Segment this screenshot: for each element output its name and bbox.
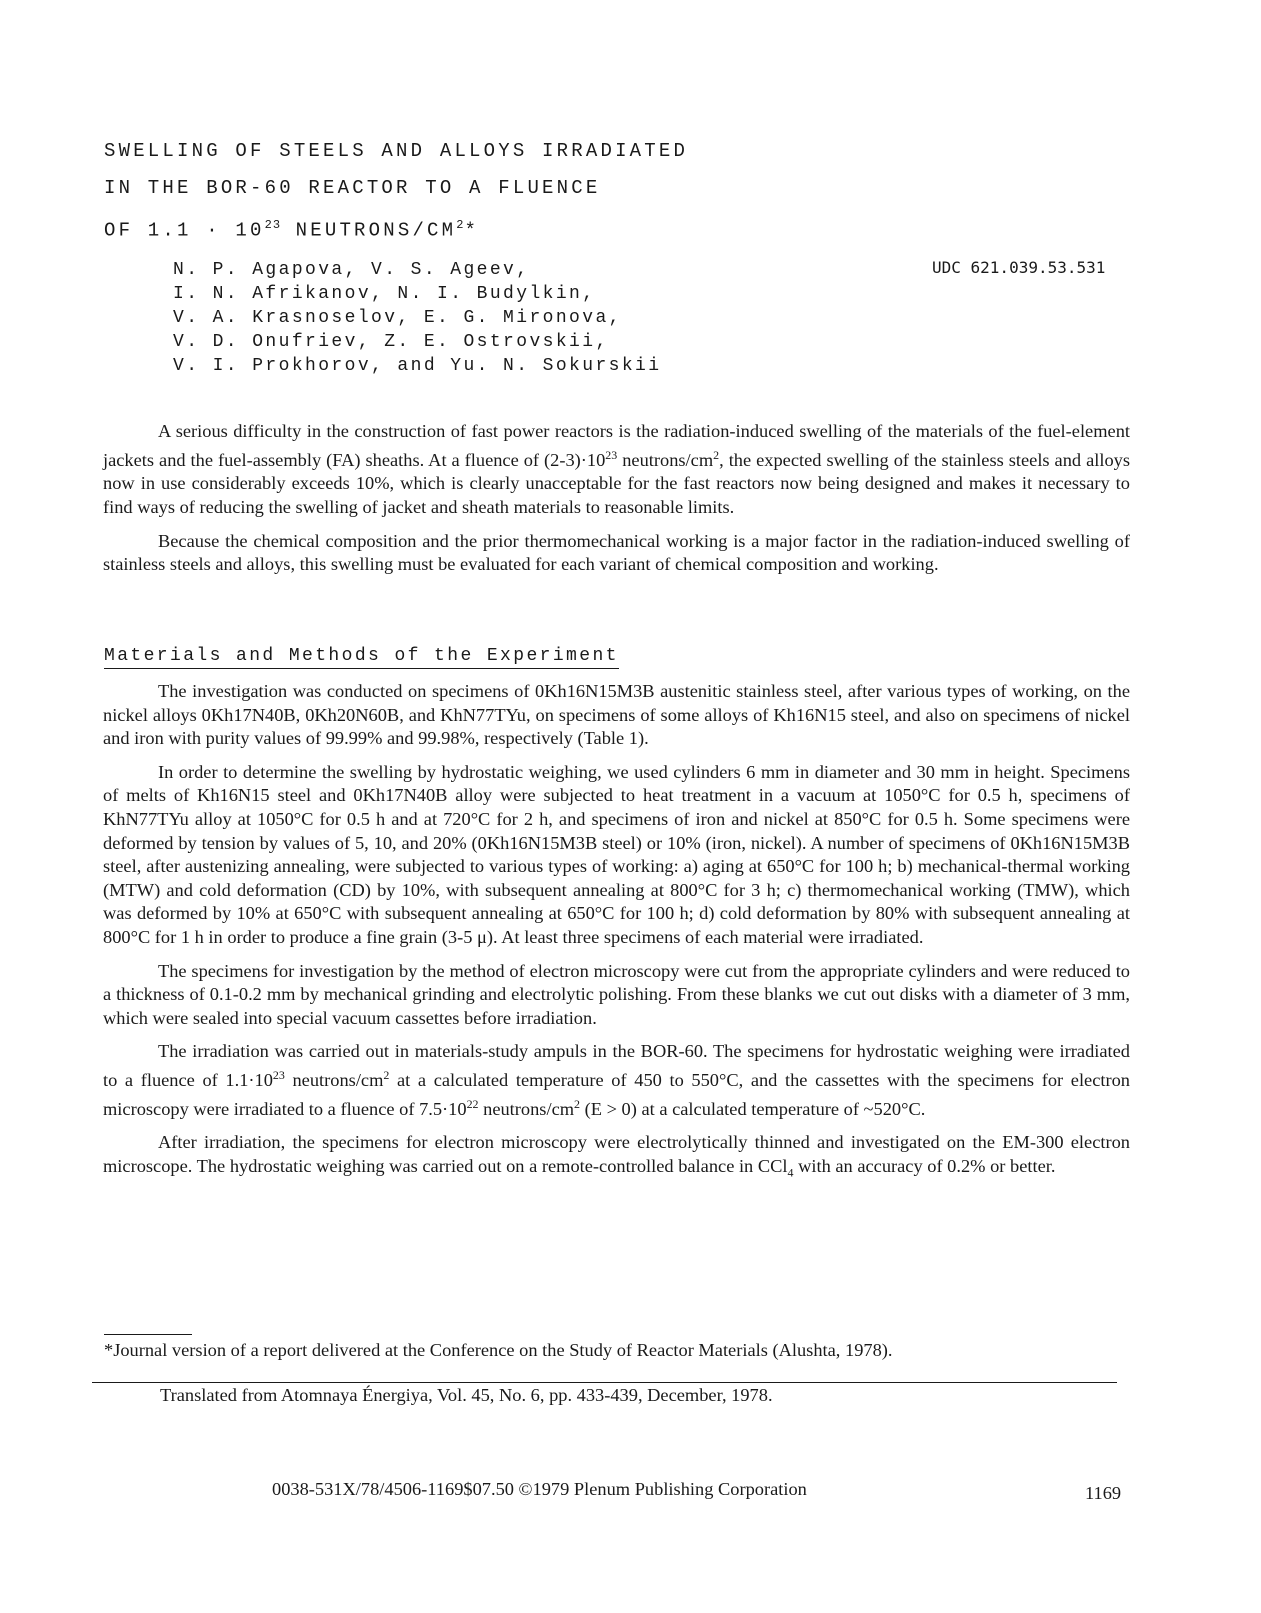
methods-paragraph-4: The irradiation was carried out in materials-study ampuls in the BOR-60. The specimens for hydrostatic weighing were irradiated to a fluence of $1.1\cdot 10^{23}$ neutrons/$cm^2$ at a calculated temperature of 450 to 550°C, and the cassettes with the specimens for electron microscopy were irradiated to a fluence of $7.5\cdot 10^{22}$ neutrons/$cm^2$ (E > 0) at a calculated temperature of ~520°C. [103,1041,1130,1119]
footnote-rule [104,1334,192,1335]
author-list [173,258,661,378]
title-line-2: IN THE BOR-60 REACTOR TO A FLUENCE [104,177,601,199]
translation-note: Translated from Atomnaya Énergiya, Vol. 45, No. 6, pp. 433-439, December, 1978. [160,1385,773,1405]
udc-code: UDC 621.039.53.531 [932,258,1106,277]
publication-info: 0038-531X/78/4506-1169$07.50 ©1979 Plenum Publishing Corporation [272,1479,807,1499]
title-line-1: SWELLING OF STEELS AND ALLOYS IRRADIATED [104,140,689,162]
author-line: I. N. Afrikanov, N. I. Budylkin, [173,284,596,304]
methods-paragraph-3: The specimens for investigation by the method of electron microscopy were cut from the appropriate cylinders and were reduced to a thickness of 0.1-0.2 mm by mechanical grinding and electrolytic polishing. From these blanks we cut out disks with a diameter of 3 mm, which were sealed into special vacuum cassettes before irradiation. [103,960,1130,1028]
methods-section [103,680,1130,1195]
intro-paragraph-2: Because the chemical composition and the prior thermomechanical working is a major factor in the radiation-induced swelling of stainless steels and alloys, this swelling must be evaluated for each variant of chemical composition and working. [103,530,1130,575]
methods-paragraph-1: The investigation was conducted on specimens of 0Kh16N15M3B austenitic stainless steel, after various types of working, on the nickel alloys 0Kh17N40B, 0Kh20N60B, and KhN77TYu, on specimens of some alloys of Kh16N15 steel, and also on specimens of nickel and iron with purity values of 99.99% and 99.98%, respectively (Table 1). [103,681,1130,749]
page-number: 1169 [1085,1483,1122,1503]
author-line: N. P. Agapova, V. S. Ageev, [173,260,530,280]
footnote: *Journal version of a report delivered at the Conference on the Study of Reactor Materials (Alushta, 1978). [104,1340,893,1360]
author-line: V. D. Onufriev, Z. E. Ostrovskii, [173,332,609,352]
introduction [103,420,1130,587]
methods-paragraph-2: In order to determine the swelling by hydrostatic weighing, we used cylinders 6 mm in diameter and 30 mm in height. Specimens of melts of Kh16N15 steel and 0Kh17N40B alloy were subjected to heat treatment in a vacuum at 1050°C for 0.5 h, specimens of KhN77TYu alloy at 1050°C for 0.5 h and at 720°C for 2 h, and specimens of iron and nickel at 850°C for 0.5 h. Some specimens were deformed by tension by values of 5, 10, and 20% (0Kh16N15M3B steel) or 10% (iron, nickel). A number of specimens of 0Kh16N15M3B steel, after austenizing annealing, were subjected to various types of working: a) aging at 650°C for 100 h; b) mechanical-thermal working (MTW) and cold deformation (CD) by 10%, with subsequent annealing at 800°C for 3 h; c) thermomechanical working (TMW), which was deformed by 10% at 650°C with subsequent annealing at 650°C for 100 h; d) cold deformation by 80% with subsequent annealing at 800°C for 1 h in order to produce a fine grain (3-5 μ). At least three specimens of each material were irradiated. [103,761,1130,947]
intro-paragraph-1: A serious difficulty in the construction of fast power reactors is the radiation-induced swelling of the materials of the fuel-element jackets and the fuel-assembly (FA) sheaths. At a fluence of $(2-3)\cdot 10^{23}$ neutrons/$cm^2$, the expected swelling of the stainless steels and alloys now in use considerably exceeds 10%, which is clearly unacceptable for the fast reactors now being designed and makes it necessary to find ways of reducing the swelling of jacket and sheath materials to reasonable limits. [103,421,1131,517]
section-heading: Materials and Methods of the Experiment [104,646,619,669]
article-title [104,133,688,249]
author-line: V. A. Krasnoselov, E. G. Mironova, [173,308,622,328]
title-line-3: OF $1.1 \cdot 10^{23}$ NEUTRONS/$CM^2*$ [104,218,480,242]
translation-rule [92,1382,1117,1383]
methods-paragraph-5: After irradiation, the specimens for electron microscopy were electrolytically thinned and investigated on the EM-300 electron microscope. The hydrostatic weighing was carried out on a remote-controlled balance in CCl$_4$ with an accuracy of 0.2% or better. [103,1132,1130,1180]
author-line: V. I. Prokhorov, and Yu. N. Sokurskii [173,356,662,376]
